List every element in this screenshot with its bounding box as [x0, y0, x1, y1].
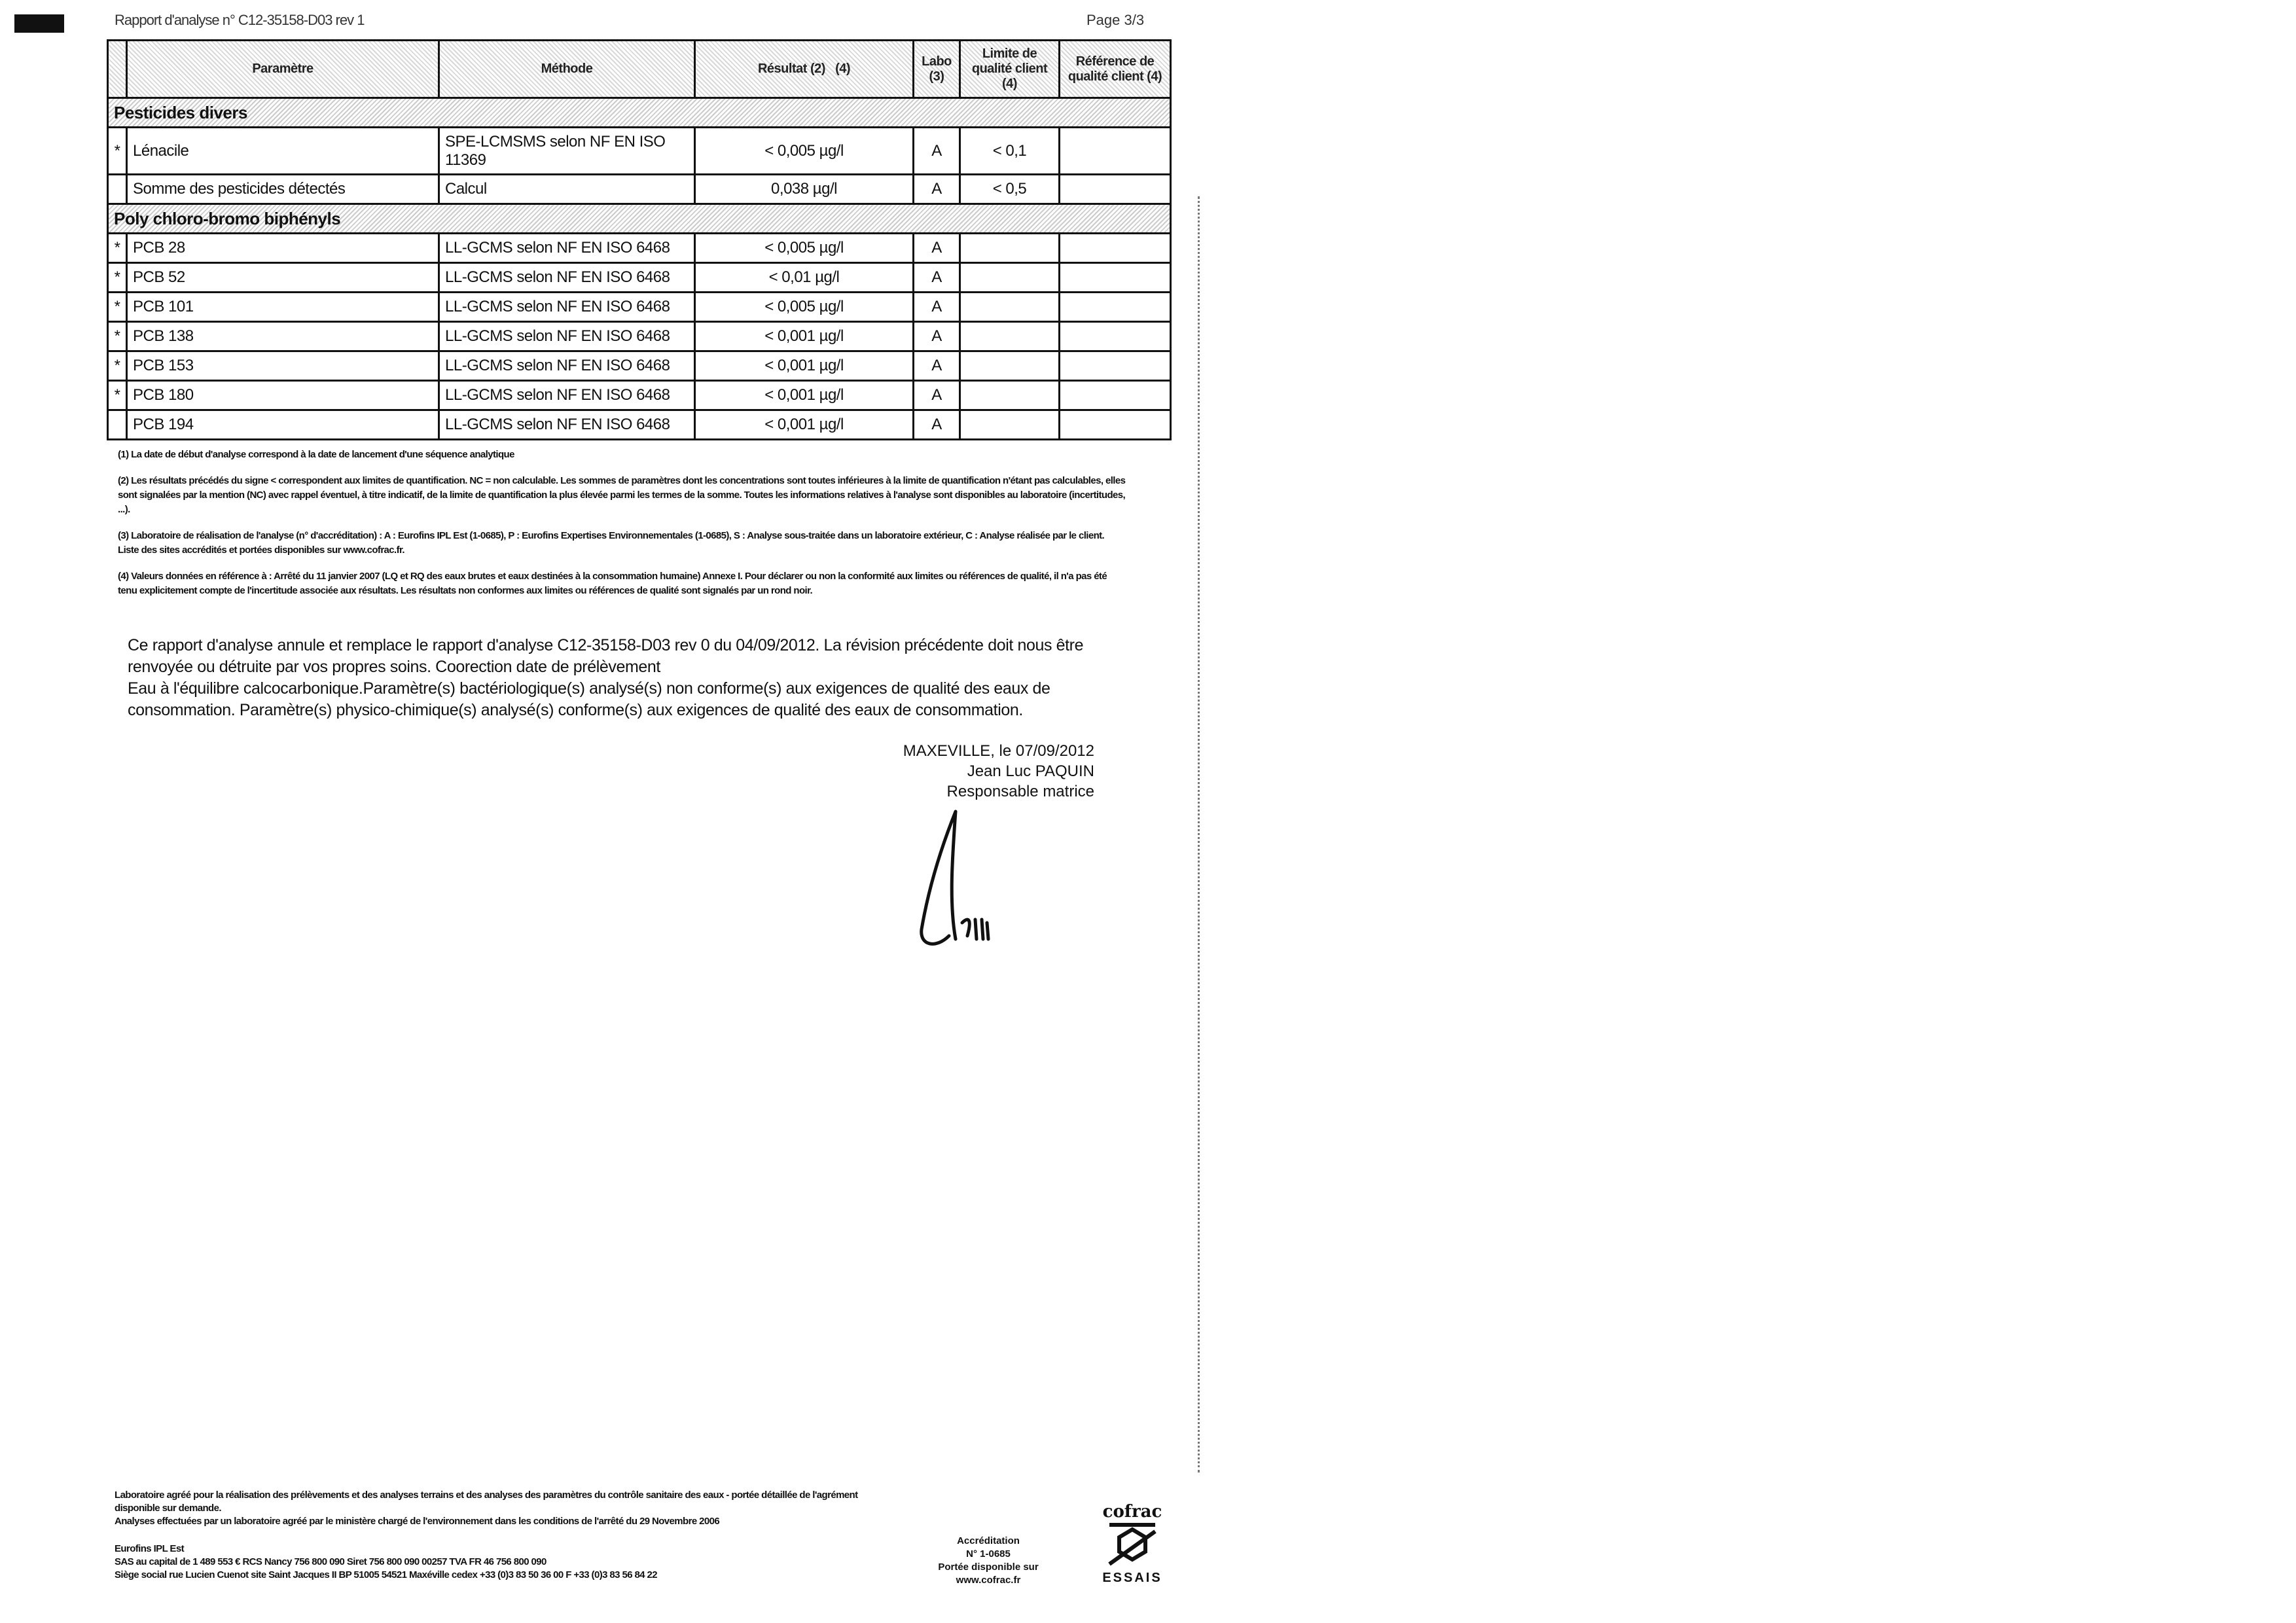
reference-cell [1060, 263, 1171, 293]
method-cell: LL-GCMS selon NF EN ISO 6468 [439, 381, 695, 410]
limit-cell [960, 234, 1060, 263]
parameter-cell: Somme des pesticides détectés [127, 175, 439, 204]
result-cell: < 0,005 µg/l [695, 293, 914, 322]
reference-cell [1060, 322, 1171, 351]
method-cell: Calcul [439, 175, 695, 204]
accreditation-number: N° 1-0685 [966, 1548, 1011, 1560]
column-header: Paramètre [127, 41, 439, 98]
result-cell: < 0,005 µg/l [695, 234, 914, 263]
parameter-cell: PCB 194 [127, 410, 439, 440]
parameter-cell: PCB 180 [127, 381, 439, 410]
reference-cell [1060, 410, 1171, 440]
place-date: MAXEVILLE, le 07/09/2012 [903, 742, 1094, 760]
lab-cell: A [914, 263, 960, 293]
footnote: (1) La date de début d'analyse correspond à la date de lancement d'une séquence analytique [118, 449, 514, 460]
result-cell: < 0,001 µg/l [695, 381, 914, 410]
table-row [108, 234, 1171, 263]
redaction-block [14, 14, 64, 33]
accredited-marker: * [108, 293, 127, 322]
result-cell: 0,038 µg/l [695, 175, 914, 204]
reference-cell [1060, 293, 1171, 322]
cofrac-logo-mark [1106, 1522, 1158, 1567]
footnotes [118, 448, 1126, 610]
limit-cell [960, 410, 1060, 440]
parameter-cell: PCB 101 [127, 293, 439, 322]
accreditation-scope: Portée disponible sur [938, 1561, 1039, 1573]
column-header: Limite de qualité client (4) [960, 41, 1060, 98]
limit-cell: < 0,5 [960, 175, 1060, 204]
signature-block [851, 741, 1094, 802]
method-cell: LL-GCMS selon NF EN ISO 6468 [439, 293, 695, 322]
section-title: Pesticides divers [108, 98, 1171, 128]
result-cell: < 0,01 µg/l [695, 263, 914, 293]
footer-line: Laboratoire agréé pour la réalisation des prélèvements et des analyses terrains et des analyses des paramètres du contrôle sanitaire des eaux - portée détaillée de l'agrément disponible sur demande. [115, 1489, 858, 1514]
company-name: Eurofins IPL Est [115, 1543, 184, 1554]
cofrac-logo [1100, 1502, 1165, 1600]
table-row [108, 263, 1171, 293]
limit-cell [960, 263, 1060, 293]
accredited-marker: * [108, 263, 127, 293]
method-cell: SPE-LCMSMS selon NF EN ISO 11369 [439, 128, 695, 175]
accredited-marker: * [108, 351, 127, 381]
table-row [108, 381, 1171, 410]
lab-cell: A [914, 234, 960, 263]
revision-remarks [128, 635, 1149, 721]
parameter-cell: PCB 52 [127, 263, 439, 293]
column-header: Référence de qualité client (4) [1060, 41, 1171, 98]
method-cell: LL-GCMS selon NF EN ISO 6468 [439, 351, 695, 381]
table-row [108, 128, 1171, 175]
lab-cell: A [914, 381, 960, 410]
result-cell: < 0,001 µg/l [695, 351, 914, 381]
footnote: (3) Laboratoire de réalisation de l'analyse (n° d'accréditation) : A : Eurofins IPL Est (1-0685), P : Eurofins Expertises Environnementales (1-0685), S : Analyse sous-traitée dans un laboratoire extérieur, C : Analyse réalisée par le client. Liste des sites accrédités et portées disponibles sur www.cofrac.fr. [118, 530, 1105, 556]
accredited-marker: * [108, 234, 127, 263]
table-row [108, 322, 1171, 351]
table-row [108, 351, 1171, 381]
footnote: (2) Les résultats précédés du signe < correspondent aux limites de quantification. NC = non calculable. Les sommes de paramètres dont les concentrations sont toutes inférieures à la limite de quantification n'étant pas calculables, elles sont signalées par la mention (NC) avec rappel éventuel, à titre indicatif, de la limite de quantification la plus élevée parmi les termes de la somme. Toutes les informations relatives à l'analyse sont disponibles au laboratoire (incertitudes, ...). [118, 475, 1126, 515]
footer-legal [115, 1489, 874, 1582]
reference-cell [1060, 175, 1171, 204]
reference-cell [1060, 381, 1171, 410]
handwritten-signature [916, 805, 1021, 955]
report-number: Rapport d'analyse n° C12-35158-D03 rev 1 [115, 12, 365, 28]
method-cell: LL-GCMS selon NF EN ISO 6468 [439, 263, 695, 293]
parameter-cell: PCB 153 [127, 351, 439, 381]
conformity-conclusion: Eau à l'équilibre calcocarbonique.Paramètre(s) bactériologique(s) analysé(s) non conforme(s) aux exigences de qualité des eaux de consommation. Paramètre(s) physico-chimique(s) analysé(s) conforme(s) aux exigences de qualité des eaux de consommation. [128, 679, 1050, 719]
method-cell: LL-GCMS selon NF EN ISO 6468 [439, 234, 695, 263]
parameter-cell: Lénacile [127, 128, 439, 175]
limit-cell [960, 381, 1060, 410]
lab-cell: A [914, 128, 960, 175]
footnote: (4) Valeurs données en référence à : Arrêté du 11 janvier 2007 (LQ et RQ des eaux brutes et eaux destinées à la consommation humaine) Annexe I. Pour déclarer ou non la conformité aux limites ou références de qualité, il n'a pas été tenu explicitement compte de l'incertitude associée aux résultats. Les résultats non conformes aux limites ou références de qualité sont signalés par un rond noir. [118, 571, 1107, 596]
reference-cell [1060, 351, 1171, 381]
parameter-cell: PCB 28 [127, 234, 439, 263]
table-header-row [108, 41, 1171, 98]
limit-cell: < 0,1 [960, 128, 1060, 175]
footer-line: Analyses effectuées par un laboratoire agréé par le ministère chargé de l'environnement dans les conditions de l'arrêté du 29 Novembre 2006 [115, 1516, 720, 1527]
column-header: Méthode [439, 41, 695, 98]
table-row [108, 410, 1171, 440]
accredited-marker [108, 410, 127, 440]
signatory-role: Responsable matrice [946, 783, 1094, 800]
table-row [108, 175, 1171, 204]
company-address: Siège social rue Lucien Cuenot site Saint Jacques II BP 51005 54521 Maxéville cedex +33 (0)3 83 50 36 00 F +33 (0)3 83 56 84 22 [115, 1569, 658, 1580]
result-cell: < 0,001 µg/l [695, 410, 914, 440]
table-row [108, 293, 1171, 322]
result-cell: < 0,001 µg/l [695, 322, 914, 351]
method-cell: LL-GCMS selon NF EN ISO 6468 [439, 410, 695, 440]
reference-cell [1060, 234, 1171, 263]
signatory-name: Jean Luc PAQUIN [967, 762, 1094, 780]
star-column-header [108, 41, 127, 98]
page-number: Page 3/3 [1086, 12, 1145, 28]
revision-note: Ce rapport d'analyse annule et remplace le rapport d'analyse C12-35158-D03 rev 0 du 04/09/2012. La révision précédente doit nous être renvoyée ou détruite par vos propres soins. Coorection date de prélèvement [128, 636, 1084, 676]
cofrac-logo-subtext: ESSAIS [1102, 1571, 1162, 1585]
limit-cell [960, 293, 1060, 322]
lab-cell: A [914, 322, 960, 351]
accredited-marker: * [108, 322, 127, 351]
column-header: Résultat (2) (4) [695, 41, 914, 98]
section-row [108, 204, 1171, 234]
lab-cell: A [914, 293, 960, 322]
accreditation-link[interactable]: www.cofrac.fr [956, 1575, 1021, 1586]
limit-cell [960, 322, 1060, 351]
method-cell: LL-GCMS selon NF EN ISO 6468 [439, 322, 695, 351]
cofrac-logo-text: cofrac [1102, 1502, 1162, 1522]
accredited-marker [108, 175, 127, 204]
accredited-marker: * [108, 128, 127, 175]
limit-cell [960, 351, 1060, 381]
section-row [108, 98, 1171, 128]
accreditation-info [923, 1535, 1054, 1587]
accreditation-label: Accréditation [957, 1535, 1020, 1546]
scan-edge-line [1198, 196, 1200, 1472]
result-cell: < 0,005 µg/l [695, 128, 914, 175]
reference-cell [1060, 128, 1171, 175]
lab-cell: A [914, 351, 960, 381]
accredited-marker: * [108, 381, 127, 410]
lab-cell: A [914, 410, 960, 440]
section-title: Poly chloro-bromo biphényls [108, 204, 1171, 234]
column-header: Labo (3) [914, 41, 960, 98]
company-registration: SAS au capital de 1 489 553 € RCS Nancy 756 800 090 Siret 756 800 090 00257 TVA FR 46 756 800 090 [115, 1556, 547, 1567]
results-table [107, 39, 1172, 440]
parameter-cell: PCB 138 [127, 322, 439, 351]
lab-cell: A [914, 175, 960, 204]
